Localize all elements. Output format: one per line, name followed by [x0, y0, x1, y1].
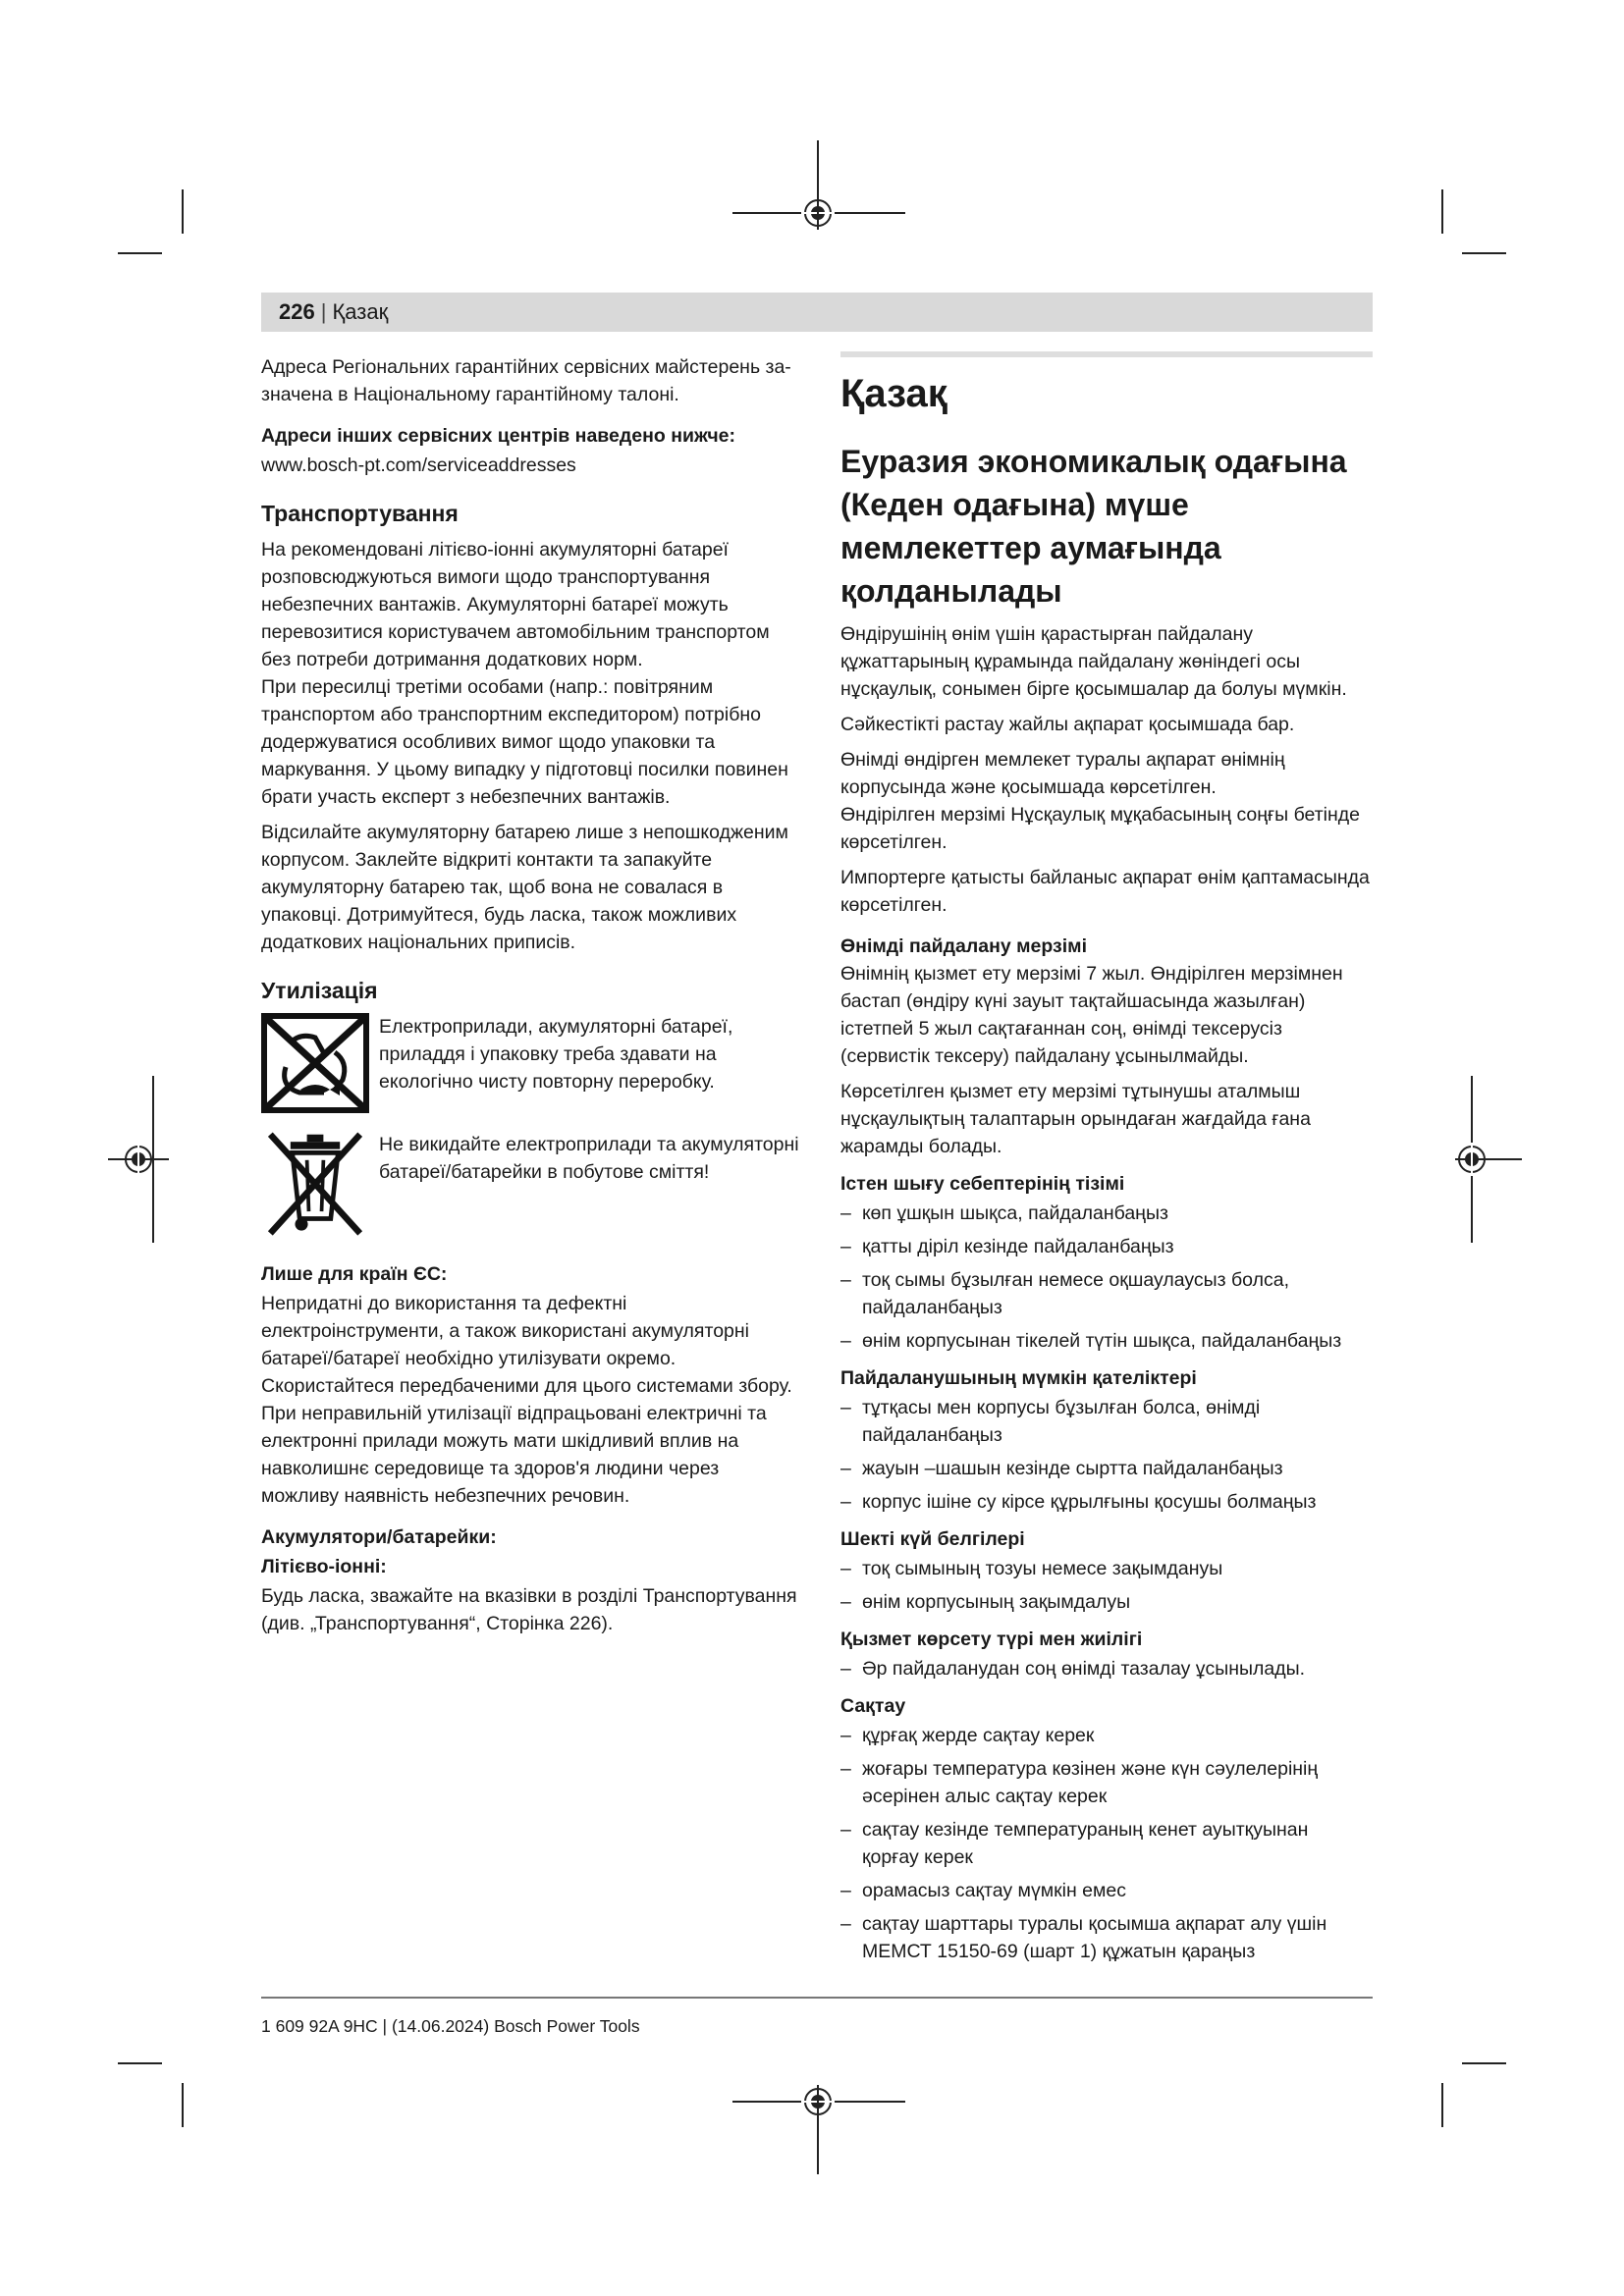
service-life-paragraph: Өнімнің қызмет ету мерзімі 7 жыл. Өндірілген мерзімнен бастап (өндіру күні зауыт тақтайшасында жазылған) істетпей 5 жыл сақтағаннан соң, өнімді тексерусіз (сервистік тексеру) пайдалану ұсынылмайды.: [840, 963, 1343, 1067]
disposal-heading: Утилізація: [261, 978, 378, 1003]
list-item: – Әр пайдаланудан соң өнімді тазалау ұсынылады.: [840, 1655, 1373, 1682]
registration-mark-icon: [801, 2085, 835, 2118]
language-title: Қазақ: [840, 372, 947, 415]
list-item: – жауын –шашын кезінде сыртта пайдаланбаңыз: [840, 1455, 1373, 1482]
registration-mark-icon: [801, 196, 835, 230]
footer-text: 1 609 92A 9HC | (14.06.2024) Bosch Power Tools: [261, 2016, 640, 2036]
liion-text: Будь ласка, зважайте на вказівки в розділі Транспортування (див. „Транспортування“, Сторінка 226).: [261, 1585, 797, 1634]
right-column: [840, 371, 1373, 1971]
list-item: – қатты діріл кезінде пайдаланбаңыз: [840, 1233, 1373, 1260]
limit-heading: Шекті күй белгілері: [840, 1528, 1025, 1550]
service-life-heading: Өнімді пайдалану мерзімі: [840, 935, 1087, 957]
list-item: – тоқ сымының тозуы немесе зақымдануы: [840, 1555, 1373, 1582]
service-life-paragraph: Көрсетілген қызмет ету мерзімі тұтынушы аталмыш нұсқаулықтың талаптарын орындаған жағдайда ғана жарамды болады.: [840, 1081, 1311, 1157]
header-section: Қазақ: [332, 299, 389, 324]
list-item: – өнім корпусынан тікелей түтін шықса, пайдаланбаңыз: [840, 1327, 1373, 1355]
list-item: – сақтау кезінде температураның кенет ауытқуынан қорғау керек: [840, 1816, 1373, 1871]
section-rule: [840, 351, 1373, 357]
errors-heading: Пайдаланушының мүмкін қателіктері: [840, 1367, 1197, 1389]
body-paragraph: Өндірілген мерзімі Нұсқаулық мұқабасының соңғы бетінде көрсетілген.: [840, 804, 1360, 853]
battery-heading: Акумулятори/батарейки:: [261, 1526, 497, 1548]
service-url-link[interactable]: www.bosch-pt.com/serviceaddresses: [261, 454, 576, 476]
list-item: – орамасыз сақтау мүмкін емес: [840, 1877, 1373, 1904]
registration-mark-icon: [122, 1143, 155, 1176]
liion-heading: Літієво-іонні:: [261, 1556, 387, 1577]
body-paragraph: Өнімді өндірген мемлекет туралы ақпарат өнімнің корпусында және қосымшада көрсетілген.: [840, 749, 1285, 798]
storage-heading: Сақтау: [840, 1695, 906, 1717]
bin-row: [261, 1131, 799, 1239]
transport-paragraph: При пересилці третіми особами (напр.: повітряним транспортом або транспортним експедитором) потрібно додержуватися особливих вимог щодо упаковки та маркування. У цьому випадку у підготовці посилки повинен брати участь експерт з небезпечних вантажів.: [261, 676, 788, 808]
body-paragraph: Сәйкестікті растау жайлы ақпарат қосымшада бар.: [840, 714, 1295, 735]
body-paragraph: Өндірушінің өнім үшін қарастырған пайдалану құжаттарының құрамында пайдалану жөніндегі осы нұсқаулық, сонымен бірге қосымшалар да болуы мүмкін.: [840, 623, 1347, 700]
transport-paragraph: На рекомендовані літієво-іонні акумуляторні батареї розповсюджуються вимоги щодо транспортування небезпечних вантажів. Акумуляторні батареї можуть перевозитися користувачем автомобільним транспортом без потреби дотримання додаткових норм.: [261, 539, 770, 670]
crossed-bin-icon: [261, 1131, 369, 1239]
list-item: – құрғақ жерде сақтау керек: [840, 1722, 1373, 1749]
footer-rule: [261, 1997, 1373, 1999]
eu-paragraph: Непридатні до використання та дефектні електроінструменти, а також використані акумуляторні батареї/батареї необхідно утилізувати окремо. Скористайтеся передбаченими для цього системами збору.: [261, 1293, 792, 1397]
other-centers-label: Адреси інших сервісних центрів наведено нижче:: [261, 425, 735, 447]
page-number: 226: [279, 299, 315, 324]
transport-heading: Транспортування: [261, 501, 459, 526]
intro-text: Адреса Регіональних гарантійних сервісних майстерень за- значена в Національному гарантійному талоні.: [261, 356, 791, 405]
list-item: – тұтқасы мен корпусы бұзылған болса, өнімді пайдаланбаңыз: [840, 1394, 1373, 1449]
page-header: 226 | Қазақ: [261, 293, 1373, 332]
section-subtitle: Еуразия экономикалық одағына (Кеден одағына) мүше мемлекеттер аумағында қолданылады: [840, 444, 1347, 609]
recycling-text: Електроприлади, акумуляторні батареї, приладдя і упаковку треба здавати на екологічно чисту повторну переробку.: [379, 1016, 733, 1093]
list-item: – өнім корпусының зақымдалуы: [840, 1588, 1373, 1616]
registration-mark-icon: [1455, 1143, 1489, 1176]
transport-paragraph: Відсилайте акумуляторну батарею лише з непошкодженим корпусом. Заклейте відкриті контакти та запакуйте акумуляторну батарею так, щоб вона не совалася в упаковці. Дотримуйтеся, будь ласка, також можливих додаткових національних приписів.: [261, 822, 788, 953]
bin-text: Не викидайте електроприлади та акумуляторні батареї/батарейки в побутове сміття!: [379, 1134, 799, 1183]
maintenance-heading: Қызмет көрсету түрі мен жиілігі: [840, 1629, 1143, 1650]
list-item: – корпус ішіне су кірсе құрылғыны қосушы болмаңыз: [840, 1488, 1373, 1516]
failure-heading: Істен шығу себептерінің тізімі: [840, 1173, 1125, 1195]
eu-paragraph: При неправильній утилізації відпрацьовані електричні та електронні прилади можуть мати шкідливий вплив на навколишнє середовище та здоров'я людини через можливу наявність небезпечних речовин.: [261, 1403, 767, 1507]
list-item: – сақтау шарттары туралы қосымша ақпарат алу үшін МЕМСТ 15150-69 (шарт 1) құжатын қараңыз: [840, 1910, 1373, 1965]
list-item: – көп ұшқын шықса, пайдаланбаңыз: [840, 1200, 1373, 1227]
list-item: – тоқ сымы бұзылған немесе оқшаулаусыз болса, пайдаланбаңыз: [840, 1266, 1373, 1321]
list-item: – жоғары температура көзінен және күн сәулелерінің әсерінен алыс сақтау керек: [840, 1755, 1373, 1810]
eu-heading: Лише для країн ЄС:: [261, 1263, 448, 1285]
left-column: [261, 353, 799, 1637]
recycle-no-dispose-icon: [261, 1013, 369, 1121]
recycling-row: [261, 1013, 799, 1121]
body-paragraph: Импортерге қатысты байланыс ақпарат өнім қаптамасында көрсетілген.: [840, 867, 1370, 916]
